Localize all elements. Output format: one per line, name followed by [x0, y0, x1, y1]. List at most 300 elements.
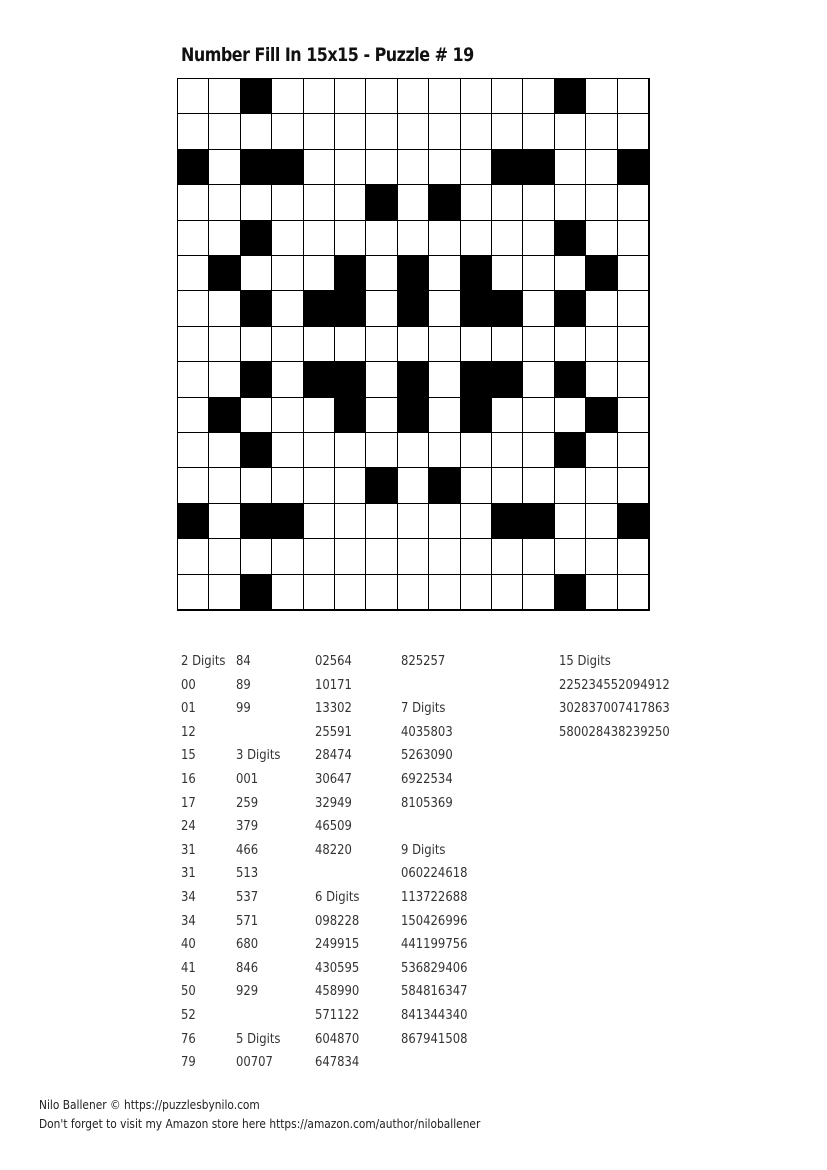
- grid-cell[interactable]: [618, 398, 649, 433]
- black-cell: [461, 291, 492, 326]
- grid-cell[interactable]: [335, 433, 366, 468]
- black-cell: [398, 362, 429, 397]
- grid-cell[interactable]: [304, 433, 335, 468]
- black-cell: [429, 185, 460, 220]
- grid-cell[interactable]: [272, 221, 303, 256]
- black-cell: [555, 221, 586, 256]
- grid-cell[interactable]: [209, 150, 240, 185]
- black-cell: [335, 362, 366, 397]
- word-list-header: 7 Digits: [401, 700, 446, 717]
- grid-cell[interactable]: [209, 114, 240, 149]
- grid-cell[interactable]: [523, 79, 554, 114]
- grid-cell[interactable]: [178, 221, 209, 256]
- word-list-entry: 30647: [315, 770, 352, 787]
- grid-cell[interactable]: [586, 468, 617, 503]
- grid-cell[interactable]: [209, 327, 240, 362]
- black-cell: [492, 504, 523, 539]
- black-cell: [555, 362, 586, 397]
- word-list-entry: 841344340: [401, 1006, 468, 1023]
- word-list-entry: [401, 674, 467, 698]
- grid-cell[interactable]: [429, 575, 460, 610]
- grid-cell[interactable]: [366, 433, 397, 468]
- black-cell: [178, 504, 209, 539]
- word-list-entry: 10171: [315, 676, 352, 693]
- grid-cell[interactable]: [398, 504, 429, 539]
- grid-cell[interactable]: [178, 79, 209, 114]
- grid-cell[interactable]: [461, 79, 492, 114]
- grid-cell[interactable]: [429, 504, 460, 539]
- grid-cell[interactable]: [366, 539, 397, 574]
- grid-cell[interactable]: [335, 114, 366, 149]
- grid-cell[interactable]: [429, 539, 460, 574]
- black-cell: [398, 256, 429, 291]
- grid-cell[interactable]: [272, 433, 303, 468]
- grid-cell[interactable]: [366, 150, 397, 185]
- grid-cell[interactable]: [241, 256, 272, 291]
- word-list-entry: 571: [236, 912, 259, 929]
- grid-cell[interactable]: [241, 185, 272, 220]
- word-list-entry: 430595: [315, 959, 360, 976]
- grid-cell[interactable]: [366, 79, 397, 114]
- word-list-entry: [315, 862, 359, 886]
- grid-cell[interactable]: [335, 150, 366, 185]
- black-cell: [461, 398, 492, 433]
- grid-cell[interactable]: [241, 539, 272, 574]
- word-list-entry: 929: [236, 983, 259, 1000]
- grid-cell[interactable]: [241, 327, 272, 362]
- grid-cell[interactable]: [398, 79, 429, 114]
- word-list-entry: 41: [181, 959, 196, 976]
- grid-cell[interactable]: [178, 114, 209, 149]
- black-cell: [366, 468, 397, 503]
- word-list-entry: 24: [181, 818, 196, 835]
- word-list-entry: 249915: [315, 936, 360, 953]
- black-cell: [241, 433, 272, 468]
- grid-cell[interactable]: [618, 327, 649, 362]
- word-list-entry: 458990: [315, 983, 360, 1000]
- grid-cell[interactable]: [209, 468, 240, 503]
- grid-cell[interactable]: [429, 150, 460, 185]
- black-cell: [586, 256, 617, 291]
- grid-cell[interactable]: [555, 327, 586, 362]
- grid-cell[interactable]: [523, 539, 554, 574]
- black-cell: [366, 185, 397, 220]
- grid-cell[interactable]: [335, 575, 366, 610]
- word-list-entry: 379: [236, 818, 259, 835]
- black-cell: [241, 221, 272, 256]
- grid-cell[interactable]: [304, 79, 335, 114]
- grid-cell[interactable]: [555, 185, 586, 220]
- grid-cell[interactable]: [398, 327, 429, 362]
- grid-cell[interactable]: [618, 362, 649, 397]
- black-cell: [461, 362, 492, 397]
- grid-cell[interactable]: [429, 327, 460, 362]
- grid-cell[interactable]: [429, 79, 460, 114]
- grid-cell[interactable]: [178, 468, 209, 503]
- black-cell: [586, 398, 617, 433]
- grid-cell[interactable]: [461, 114, 492, 149]
- grid-cell[interactable]: [429, 114, 460, 149]
- grid-cell[interactable]: [492, 575, 523, 610]
- word-list-entry: 259: [236, 794, 259, 811]
- grid-cell[interactable]: [429, 221, 460, 256]
- grid-cell[interactable]: [304, 398, 335, 433]
- grid-cell[interactable]: [492, 256, 523, 291]
- puzzle-grid[interactable]: [177, 78, 650, 611]
- black-cell: [241, 291, 272, 326]
- grid-cell[interactable]: [398, 575, 429, 610]
- word-list-entry: 513: [236, 865, 259, 882]
- grid-cell[interactable]: [555, 256, 586, 291]
- footer-amazon-note: Don't forget to visit my Amazon store here https://amazon.com/author/niloballener: [39, 1116, 481, 1131]
- grid-cell[interactable]: [461, 327, 492, 362]
- black-cell: [555, 79, 586, 114]
- grid-cell[interactable]: [586, 575, 617, 610]
- grid-cell[interactable]: [523, 185, 554, 220]
- grid-cell[interactable]: [492, 398, 523, 433]
- grid-cell[interactable]: [178, 575, 209, 610]
- word-list-entry: 8105369: [401, 794, 453, 811]
- word-list-entry: [236, 1004, 280, 1028]
- black-cell: [398, 291, 429, 326]
- word-list-entry: 01: [181, 700, 196, 717]
- grid-cell[interactable]: [586, 185, 617, 220]
- grid-cell[interactable]: [335, 221, 366, 256]
- grid-cell[interactable]: [523, 433, 554, 468]
- grid-cell[interactable]: [209, 433, 240, 468]
- black-cell: [492, 150, 523, 185]
- grid-cell[interactable]: [429, 256, 460, 291]
- word-list-entry: 580028438239250: [559, 723, 670, 740]
- black-cell: [335, 398, 366, 433]
- grid-cell[interactable]: [209, 291, 240, 326]
- word-list-header: 9 Digits: [401, 841, 446, 858]
- word-list-entry: 225234552094912: [559, 676, 670, 693]
- grid-cell[interactable]: [618, 575, 649, 610]
- word-list-entry: 31: [181, 865, 196, 882]
- grid-cell[interactable]: [398, 433, 429, 468]
- word-list-entry: 584816347: [401, 983, 468, 1000]
- word-list-entry: 001: [236, 770, 259, 787]
- word-list-entry: 13302: [315, 700, 352, 717]
- word-list-entry: 89: [236, 676, 251, 693]
- word-list-entry: 00707: [236, 1054, 273, 1071]
- grid-cell[interactable]: [335, 79, 366, 114]
- grid-cell[interactable]: [618, 468, 649, 503]
- grid-cell[interactable]: [178, 327, 209, 362]
- word-list-entry: 17: [181, 794, 196, 811]
- black-cell: [523, 150, 554, 185]
- grid-cell[interactable]: [492, 468, 523, 503]
- grid-cell[interactable]: [586, 291, 617, 326]
- word-list-entry: 76: [181, 1030, 196, 1047]
- black-cell: [555, 291, 586, 326]
- grid-cell[interactable]: [586, 221, 617, 256]
- word-list-entry: [401, 815, 467, 839]
- grid-cell[interactable]: [429, 362, 460, 397]
- word-list-entry: 00: [181, 676, 196, 693]
- word-list-entry: 441199756: [401, 936, 468, 953]
- grid-cell[interactable]: [586, 114, 617, 149]
- grid-cell[interactable]: [586, 327, 617, 362]
- word-list-entry: 536829406: [401, 959, 468, 976]
- grid-cell[interactable]: [586, 79, 617, 114]
- grid-cell[interactable]: [366, 575, 397, 610]
- word-list-entry: 15: [181, 747, 196, 764]
- grid-cell[interactable]: [461, 433, 492, 468]
- grid-cell[interactable]: [272, 291, 303, 326]
- word-list-entry: 99: [236, 700, 251, 717]
- grid-cell[interactable]: [178, 539, 209, 574]
- grid-cell[interactable]: [618, 185, 649, 220]
- black-cell: [209, 398, 240, 433]
- grid-cell[interactable]: [555, 468, 586, 503]
- word-list-entry: 28474: [315, 747, 352, 764]
- footer-copyright: Nilo Ballener © https://puzzlesbynilo.com: [39, 1097, 260, 1112]
- grid-cell[interactable]: [335, 327, 366, 362]
- grid-cell[interactable]: [555, 539, 586, 574]
- grid-cell[interactable]: [178, 433, 209, 468]
- grid-cell[interactable]: [429, 433, 460, 468]
- grid-cell[interactable]: [523, 256, 554, 291]
- grid-cell[interactable]: [209, 79, 240, 114]
- grid-cell[interactable]: [555, 398, 586, 433]
- black-cell: [461, 256, 492, 291]
- word-list-entry: 571122: [315, 1006, 360, 1023]
- grid-cell[interactable]: [492, 539, 523, 574]
- word-list-header: 5 Digits: [236, 1030, 281, 1047]
- word-list-entry: 50: [181, 983, 196, 1000]
- grid-cell[interactable]: [366, 362, 397, 397]
- word-list-header: 15 Digits: [559, 653, 611, 669]
- grid-cell[interactable]: [618, 539, 649, 574]
- grid-cell[interactable]: [492, 114, 523, 149]
- grid-cell[interactable]: [398, 185, 429, 220]
- grid-cell[interactable]: [178, 362, 209, 397]
- grid-cell[interactable]: [461, 185, 492, 220]
- grid-cell[interactable]: [618, 114, 649, 149]
- word-list-column-5: [559, 650, 670, 744]
- grid-cell[interactable]: [304, 327, 335, 362]
- word-list-entry: 40: [181, 936, 196, 953]
- word-list-entry: 537: [236, 888, 259, 905]
- word-list-entry: 79: [181, 1054, 196, 1071]
- grid-cell[interactable]: [461, 221, 492, 256]
- grid-cell[interactable]: [492, 79, 523, 114]
- grid-cell[interactable]: [178, 256, 209, 291]
- grid-cell[interactable]: [304, 150, 335, 185]
- grid-cell[interactable]: [335, 185, 366, 220]
- black-cell: [272, 150, 303, 185]
- grid-cell[interactable]: [366, 221, 397, 256]
- grid-cell[interactable]: [523, 468, 554, 503]
- grid-cell[interactable]: [461, 468, 492, 503]
- word-list-entry: 867941508: [401, 1030, 468, 1047]
- black-cell: [492, 362, 523, 397]
- grid-cell[interactable]: [523, 327, 554, 362]
- word-list-header: 6 Digits: [315, 888, 360, 905]
- grid-cell[interactable]: [272, 79, 303, 114]
- black-cell: [209, 256, 240, 291]
- grid-cell[interactable]: [618, 433, 649, 468]
- grid-cell[interactable]: [618, 79, 649, 114]
- grid-cell[interactable]: [209, 539, 240, 574]
- grid-cell[interactable]: [178, 185, 209, 220]
- grid-cell[interactable]: [304, 468, 335, 503]
- grid-cell[interactable]: [304, 539, 335, 574]
- grid-cell[interactable]: [272, 114, 303, 149]
- word-list-entry: 680: [236, 936, 259, 953]
- word-list-entry: 302837007417863: [559, 700, 670, 717]
- grid-cell[interactable]: [272, 398, 303, 433]
- grid-cell[interactable]: [335, 504, 366, 539]
- word-list-header: 2 Digits: [181, 653, 226, 669]
- grid-cell[interactable]: [461, 150, 492, 185]
- grid-cell[interactable]: [586, 504, 617, 539]
- grid-cell[interactable]: [241, 468, 272, 503]
- grid-cell[interactable]: [398, 468, 429, 503]
- grid-cell[interactable]: [366, 327, 397, 362]
- grid-cell[interactable]: [366, 256, 397, 291]
- grid-cell[interactable]: [304, 114, 335, 149]
- word-list-entry: 34: [181, 888, 196, 905]
- grid-cell[interactable]: [304, 221, 335, 256]
- black-cell: [335, 256, 366, 291]
- grid-cell[interactable]: [272, 362, 303, 397]
- grid-cell[interactable]: [461, 539, 492, 574]
- black-cell: [272, 504, 303, 539]
- grid-cell[interactable]: [366, 398, 397, 433]
- grid-cell[interactable]: [335, 539, 366, 574]
- word-list-entry: 060224618: [401, 865, 468, 882]
- grid-cell[interactable]: [398, 539, 429, 574]
- black-cell: [178, 150, 209, 185]
- grid-cell[interactable]: [398, 150, 429, 185]
- black-cell: [241, 575, 272, 610]
- word-list-entry: 647834: [315, 1054, 360, 1071]
- grid-cell[interactable]: [523, 398, 554, 433]
- grid-cell[interactable]: [523, 575, 554, 610]
- grid-cell[interactable]: [618, 221, 649, 256]
- grid-cell[interactable]: [523, 291, 554, 326]
- black-cell: [492, 291, 523, 326]
- grid-cell[interactable]: [272, 185, 303, 220]
- word-list-entry: 150426996: [401, 912, 468, 929]
- grid-cell[interactable]: [209, 575, 240, 610]
- grid-cell[interactable]: [366, 291, 397, 326]
- grid-cell[interactable]: [492, 185, 523, 220]
- black-cell: [555, 575, 586, 610]
- grid-cell[interactable]: [555, 504, 586, 539]
- grid-cell[interactable]: [492, 327, 523, 362]
- grid-cell[interactable]: [366, 114, 397, 149]
- black-cell: [241, 79, 272, 114]
- word-list-column-3: [315, 650, 359, 1075]
- word-list-header: 3 Digits: [236, 747, 281, 764]
- word-list-entry: 12: [181, 723, 196, 740]
- grid-cell[interactable]: [523, 362, 554, 397]
- word-list-entry: 4035803: [401, 723, 453, 740]
- word-list-column-4: [401, 650, 467, 1051]
- grid-cell[interactable]: [209, 504, 240, 539]
- grid-cell[interactable]: [209, 362, 240, 397]
- black-cell: [398, 398, 429, 433]
- grid-cell[interactable]: [461, 504, 492, 539]
- grid-cell[interactable]: [209, 185, 240, 220]
- grid-cell[interactable]: [492, 433, 523, 468]
- black-cell: [335, 291, 366, 326]
- grid-cell[interactable]: [304, 185, 335, 220]
- word-list-entry: 46509: [315, 818, 352, 835]
- grid-cell[interactable]: [304, 575, 335, 610]
- grid-cell[interactable]: [272, 327, 303, 362]
- grid-cell[interactable]: [272, 468, 303, 503]
- word-list-column-2: [236, 650, 280, 1075]
- grid-cell[interactable]: [241, 114, 272, 149]
- grid-cell[interactable]: [429, 291, 460, 326]
- word-list-entry: 25591: [315, 723, 352, 740]
- black-cell: [241, 150, 272, 185]
- black-cell: [304, 362, 335, 397]
- grid-cell[interactable]: [366, 504, 397, 539]
- grid-cell[interactable]: [523, 221, 554, 256]
- word-list-entry: 825257: [401, 653, 446, 669]
- word-list-entry: 846: [236, 959, 259, 976]
- grid-cell[interactable]: [398, 221, 429, 256]
- grid-cell[interactable]: [618, 291, 649, 326]
- grid-cell[interactable]: [209, 221, 240, 256]
- grid-cell[interactable]: [555, 114, 586, 149]
- word-list-entry: 34: [181, 912, 196, 929]
- grid-cell[interactable]: [586, 433, 617, 468]
- black-cell: [555, 433, 586, 468]
- grid-cell[interactable]: [523, 114, 554, 149]
- word-list-entry: 604870: [315, 1030, 360, 1047]
- word-list-entry: 098228: [315, 912, 360, 929]
- grid-cell[interactable]: [178, 291, 209, 326]
- grid-cell[interactable]: [586, 150, 617, 185]
- black-cell: [241, 362, 272, 397]
- black-cell: [618, 504, 649, 539]
- black-cell: [523, 504, 554, 539]
- grid-cell[interactable]: [178, 398, 209, 433]
- word-list-entry: 5263090: [401, 747, 453, 764]
- black-cell: [304, 291, 335, 326]
- black-cell: [241, 504, 272, 539]
- grid-cell[interactable]: [398, 114, 429, 149]
- grid-cell[interactable]: [272, 575, 303, 610]
- word-list-entry: 32949: [315, 794, 352, 811]
- grid-cell[interactable]: [304, 504, 335, 539]
- word-list-entry: [236, 721, 280, 745]
- word-list-column-1: [181, 650, 225, 1075]
- word-list-entry: 02564: [315, 653, 352, 669]
- grid-cell[interactable]: [461, 575, 492, 610]
- grid-cell[interactable]: [429, 398, 460, 433]
- grid-cell[interactable]: [492, 221, 523, 256]
- grid-cell[interactable]: [618, 256, 649, 291]
- puzzle-title: Number Fill In 15x15 - Puzzle # 19: [181, 44, 474, 66]
- grid-cell[interactable]: [335, 468, 366, 503]
- grid-cell[interactable]: [272, 256, 303, 291]
- grid-cell[interactable]: [241, 398, 272, 433]
- grid-cell[interactable]: [586, 362, 617, 397]
- black-cell: [429, 468, 460, 503]
- grid-cell[interactable]: [272, 539, 303, 574]
- grid-cell[interactable]: [304, 256, 335, 291]
- grid-cell[interactable]: [555, 150, 586, 185]
- grid-cell[interactable]: [586, 539, 617, 574]
